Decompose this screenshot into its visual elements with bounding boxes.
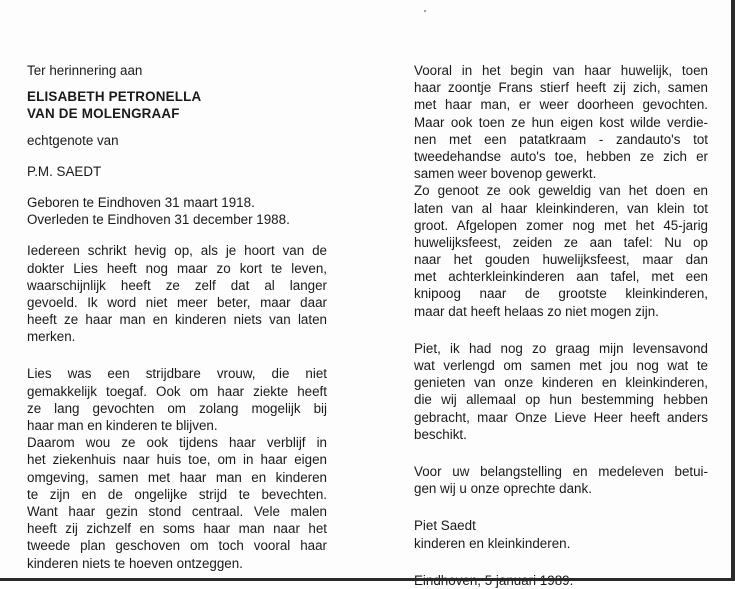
text-line: met haar man, er weer doorheen gevochten. <box>414 97 708 113</box>
text-line: huwelijksfeest, zeiden ze aan tafel: Nu op <box>414 234 708 250</box>
text-line: haar man en kinderen te blijven. <box>27 418 218 433</box>
spouse-label: echtgenote van <box>27 132 119 148</box>
text-line: Piet, ik had nog zo graag mijn levensavond <box>414 340 708 356</box>
signature-name: Piet Saedt <box>414 518 476 534</box>
text-line: maar dat heeft helaas zo niet mogen zijn. <box>414 303 659 319</box>
text-line: nen met een patatkraam - zandauto's tot <box>414 131 708 147</box>
death-line: Overleden te Eindhoven 31 december 1988. <box>27 212 290 228</box>
text-line: Vooral in het begin van haar huwelijk, toen <box>414 63 708 78</box>
text-line: samen weer bovenop gewerkt. <box>414 166 597 182</box>
text-line: merken. <box>27 329 76 345</box>
text-line: groot. Afgelopen zomer nog met het 45-jarig <box>414 217 708 233</box>
scan-edge-right <box>731 0 735 581</box>
text-line: heeft zij zichzelf en soms haar man naar het <box>27 521 327 537</box>
text-line: gen wij u onze oprechte dank. <box>414 481 592 497</box>
text-line: kinderen niets te hoeven ontzeggen. <box>27 555 243 571</box>
text-line: waarschijnlijk heeft ze zelf dat al langer <box>27 277 327 293</box>
text-line: beschikt. <box>414 426 467 442</box>
text-line: Daarom wou ze ook tijdens haar verblijf in <box>27 435 327 451</box>
text-line: te zijn en de ongelijke strijd te bevechten. <box>27 486 327 502</box>
text-line: dokter Lies heeft nog maar zo kort te leven, <box>27 260 327 276</box>
right-column <box>414 62 708 589</box>
text-line: gebracht, maar Onze Lieve Heer heeft anders <box>414 409 708 425</box>
spouse-name: P.M. SAEDT <box>27 163 102 179</box>
deceased-name-line-2: VAN DE MOLENGRAAF <box>27 106 180 122</box>
text-line: met achterkleinkinderen aan tafel, met een <box>414 269 708 285</box>
text-line: tweedehandse auto's toe, hebben ze zich er <box>414 148 708 164</box>
text-line: naar het gouden huwelijksfeest, maar dan <box>414 252 708 268</box>
intro-text: Ter herinnering aan <box>27 63 143 78</box>
text-line: Voor uw belangstelling en medeleven betui- <box>414 463 708 479</box>
text-line: Iedereen schrikt hevig op, als je hoort van de <box>27 243 327 259</box>
right-paragraph-1 <box>414 62 708 320</box>
text-line: tweede plan geschoven om toch vooral haar <box>27 538 327 554</box>
text-line: wat verlengd om samen met jou nog wat te <box>414 358 708 373</box>
text-line: gemakkelijk toegaf. Ook om haar ziekte heeft <box>27 383 327 399</box>
text-line: genieten van onze kinderen en kleinkinderen, <box>414 375 708 391</box>
birth-line: Geboren te Eindhoven 31 maart 1918. <box>27 194 255 210</box>
text-line: laten van al haar kleinkinderen, van klein tot <box>414 200 708 216</box>
text-line: heeft ze haar man en kinderen niets van laten <box>27 312 327 328</box>
left-column <box>27 62 327 572</box>
right-paragraph-3 <box>414 463 708 497</box>
text-line: Want haar gezin stond centraal. Vele malen <box>27 503 327 519</box>
deceased-name-line-1: ELISABETH PETRONELLA <box>27 89 202 105</box>
right-paragraph-2 <box>414 340 708 443</box>
text-line: Zo genoot ze ook geweldig van het doen en <box>414 183 708 199</box>
text-line: Lies was een strijdbare vrouw, die niet <box>27 366 327 382</box>
text-line: knipoog naar de grootste kleinkinderen, <box>414 286 708 302</box>
text-line: die wij allemaal op hun bestemming hebben <box>414 392 708 408</box>
text-line: haar zoontje Frans stierf heeft zij zich, samen <box>414 80 708 96</box>
paper-speck <box>424 10 426 12</box>
text-line: omgeving, samen met haar man en kinderen <box>27 469 327 485</box>
text-line: Maar ook toen ze hun eigen kost wilde verdie- <box>414 114 708 130</box>
left-paragraph-2 <box>27 365 327 571</box>
text-line: gevoeld. Ik word niet meer beter, maar daar <box>27 294 327 310</box>
text-line: het ziekenhuis naar huis toe, om in haar eigen <box>27 452 327 468</box>
left-paragraph-1 <box>27 242 327 345</box>
signature-family: kinderen en kleinkinderen. <box>414 535 571 551</box>
text-line: ze lang gevochten om zolang mogelijk bij <box>27 400 327 416</box>
